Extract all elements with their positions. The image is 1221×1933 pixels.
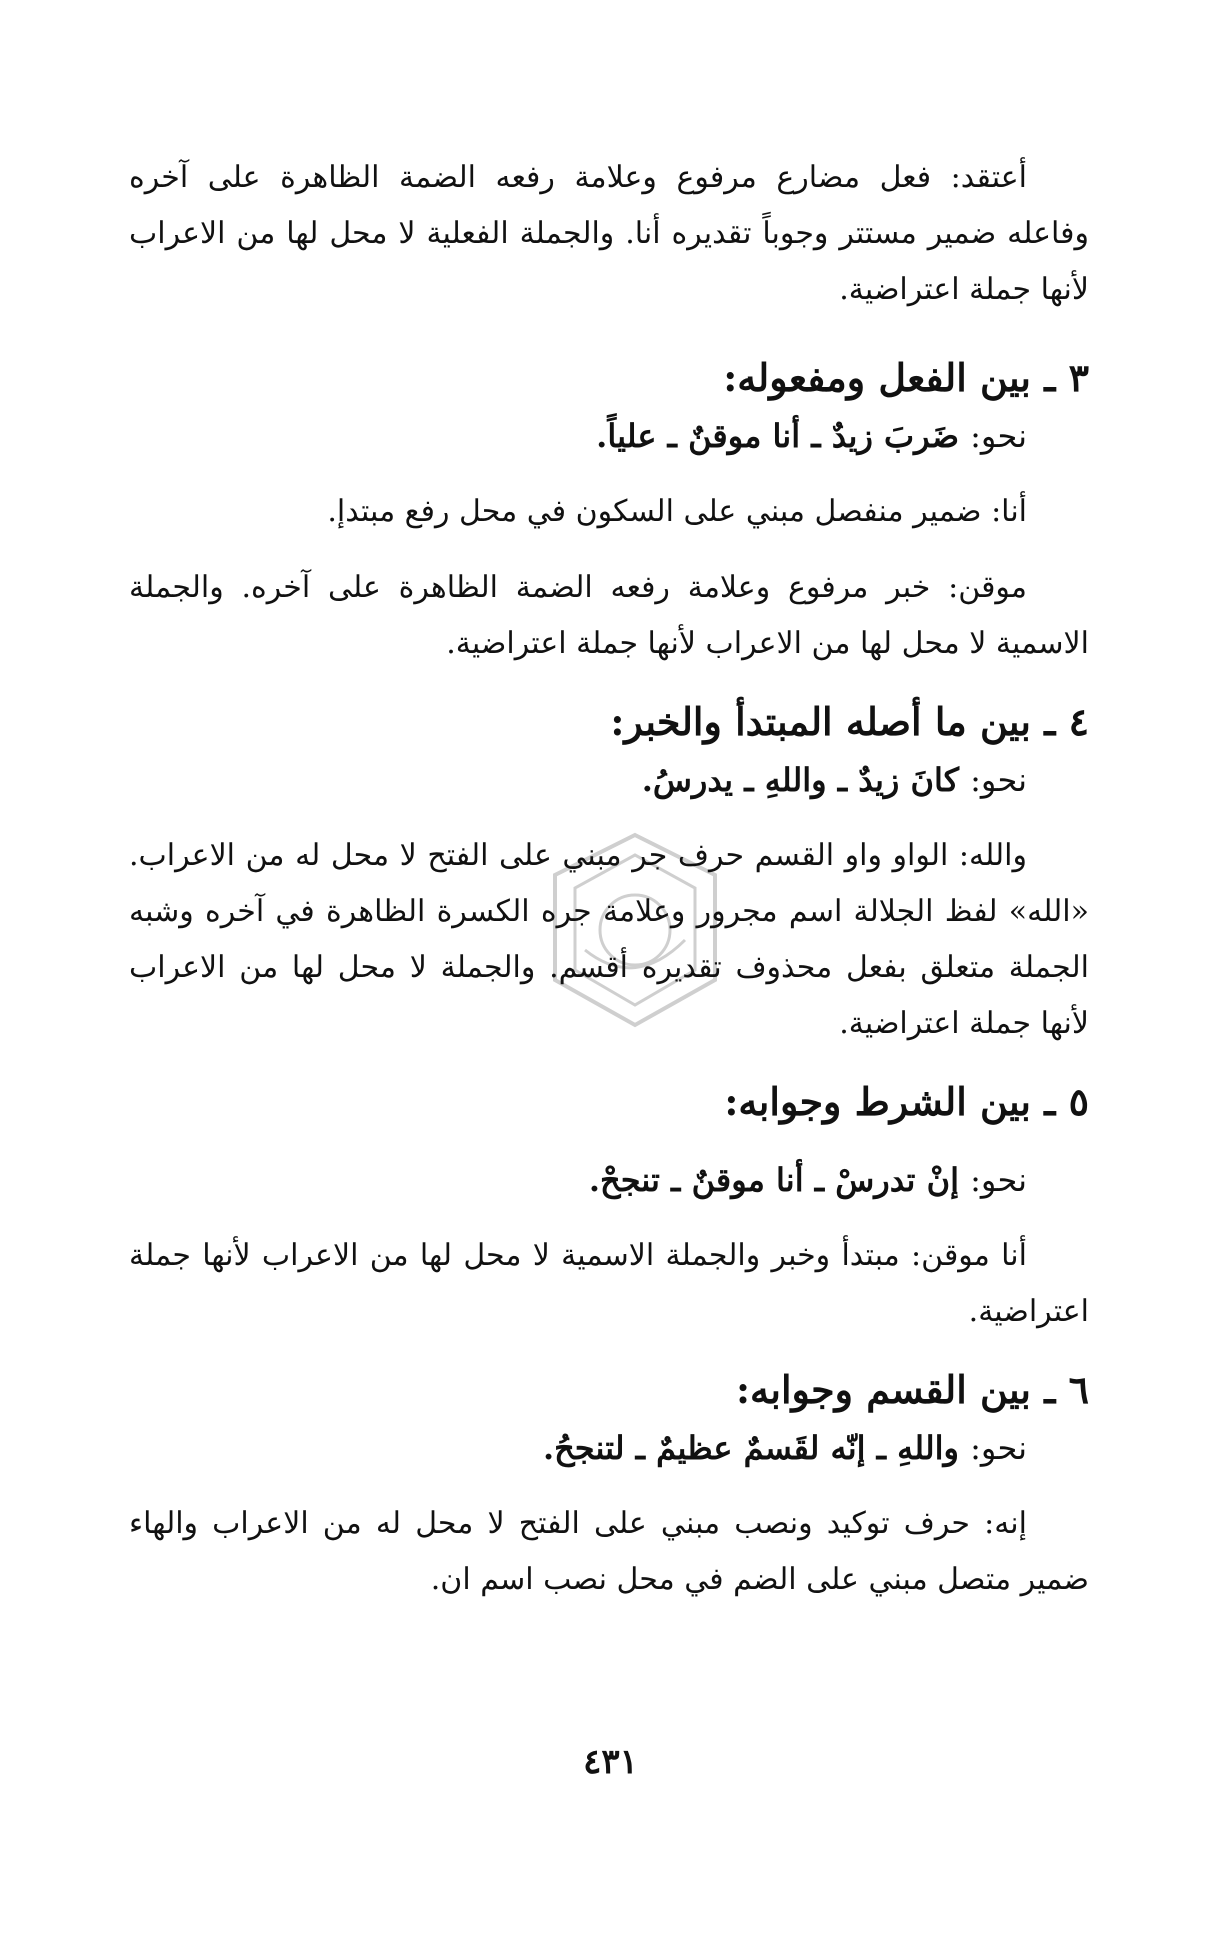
paragraph-ana-muqin-analysis: أنا موقن: مبتدأ وخبر والجملة الاسمية لا محل لها من الاعراب لأنها جملة اعتراضية. — [129, 1238, 1089, 1329]
example-3 — [129, 408, 1089, 464]
example-label: نحو: — [970, 1161, 1027, 1199]
paragraph-muqin-analysis: موقن: خبر مرفوع وعلامة رفعه الضمة الظاهرة على آخره. والجملة الاسمية لا محل لها من الاعراب لأنها جملة اعتراضية. — [129, 570, 1089, 661]
example-text: ضَربَ زيدٌ ـ أنا موقنٌ ـ علياً. — [596, 417, 959, 455]
section-heading-5: ٥ ـ بين الشرط وجوابه: — [724, 1079, 1089, 1124]
paragraph-ana-analysis: أنا: ضمير منفصل مبني على السكون في محل رفع مبتدإ. — [327, 494, 1027, 529]
example-label: نحو: — [970, 417, 1027, 455]
example-text: كانَ زيدٌ ـ واللهِ ـ يدرسُ. — [641, 761, 959, 799]
section-heading-3: ٣ ـ بين الفعل ومفعوله: — [723, 355, 1089, 400]
paragraph-wallahi-analysis: والله: الواو واو القسم حرف جر مبني على الفتح لا محل له من الاعراب. «الله» لفظ الجلالة اسم مجرور وعلامة جره الكسرة الظاهرة في آخره وشبه الجملة متعلق بفعل محذوف تقديره أقسم. والجملة لا محل لها من الاعراب لأنها جملة اعتراضية. — [129, 838, 1089, 1041]
example-5 — [129, 1152, 1089, 1208]
example-6 — [129, 1420, 1089, 1476]
section-heading-6: ٦ ـ بين القسم وجوابه: — [736, 1367, 1089, 1412]
paragraph-ataqidu-analysis: أعتقد: فعل مضارع مرفوع وعلامة رفعه الضمة الظاهرة على آخره وفاعله ضمير مستتر وجوباً تقديره أنا. والجملة الفعلية لا محل لها من الاعراب لأنها جملة اعتراضية. — [129, 160, 1089, 307]
page-number: ٤٣١ — [583, 1742, 638, 1782]
example-label: نحو: — [970, 761, 1027, 799]
example-text: إنْ تدرسْ ـ أنا موقنٌ ـ تنجحْ. — [588, 1161, 959, 1199]
paragraph-innahu-analysis: إنه: حرف توكيد ونصب مبني على الفتح لا محل له من الاعراب والهاء ضمير متصل مبني على الضم في محل نصب اسم ان. — [129, 1506, 1089, 1597]
example-text: واللهِ ـ إنّه لقَسمٌ عظيمٌ ـ لتنجحُ. — [543, 1429, 959, 1467]
page-content — [129, 150, 1089, 1608]
example-4 — [129, 752, 1089, 808]
section-heading-4: ٤ ـ بين ما أصله المبتدأ والخبر: — [610, 699, 1089, 744]
example-label: نحو: — [970, 1429, 1027, 1467]
